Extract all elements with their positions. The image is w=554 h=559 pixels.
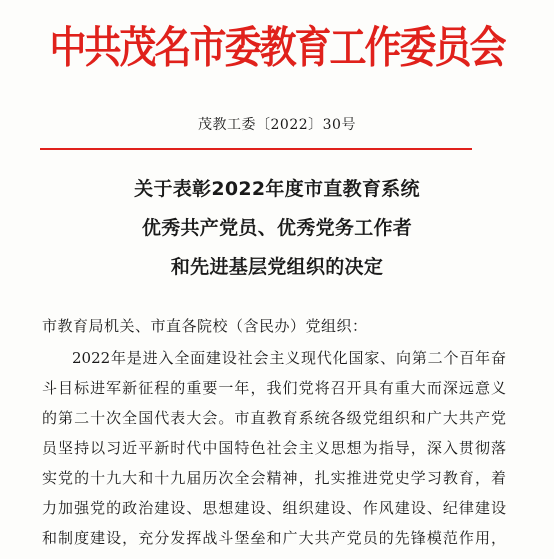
document-title-line-1: 关于表彰2022年度市直教育系统 [134, 178, 420, 200]
body-paragraph-line: 斗目标进军新征程的重要一年，我们党将召开具有重大而深远意义 [42, 379, 506, 397]
document-title-line-2: 优秀共产党员、优秀党务工作者 [141, 217, 413, 239]
document-title-line-3: 和先进基层党组织的决定 [170, 256, 384, 278]
salutation: 市教育局机关、市直各院校（含民办）党组织： [42, 317, 368, 335]
body-paragraph-line: 和制度建设，充分发挥战斗堡垒和广大共产党员的先锋模范作用， [42, 529, 506, 547]
masthead-title: 中共茂名市委教育工作委员会 [49, 22, 505, 73]
body-paragraph-line: 员坚持以习近平新时代中国特色社会主义思想为指导，深入贯彻落 [42, 439, 506, 457]
body-paragraph-line: 2022年是进入全面建设社会主义现代化国家、向第二个百年奋 [72, 349, 506, 367]
red-divider-rule [40, 148, 472, 150]
document-number: 茂教工委〔2022〕30号 [198, 117, 356, 133]
body-paragraph-line: 的第二十次全国代表大会。市直教育系统各级党组织和广大共产党 [42, 409, 506, 427]
body-paragraph-line: 实党的十九大和十九届历次全会精神，扎实推进党史学习教育，着 [42, 469, 506, 487]
body-paragraph-line: 力加强党的政治建设、思想建设、组织建设、作风建设、纪律建设 [42, 499, 506, 517]
